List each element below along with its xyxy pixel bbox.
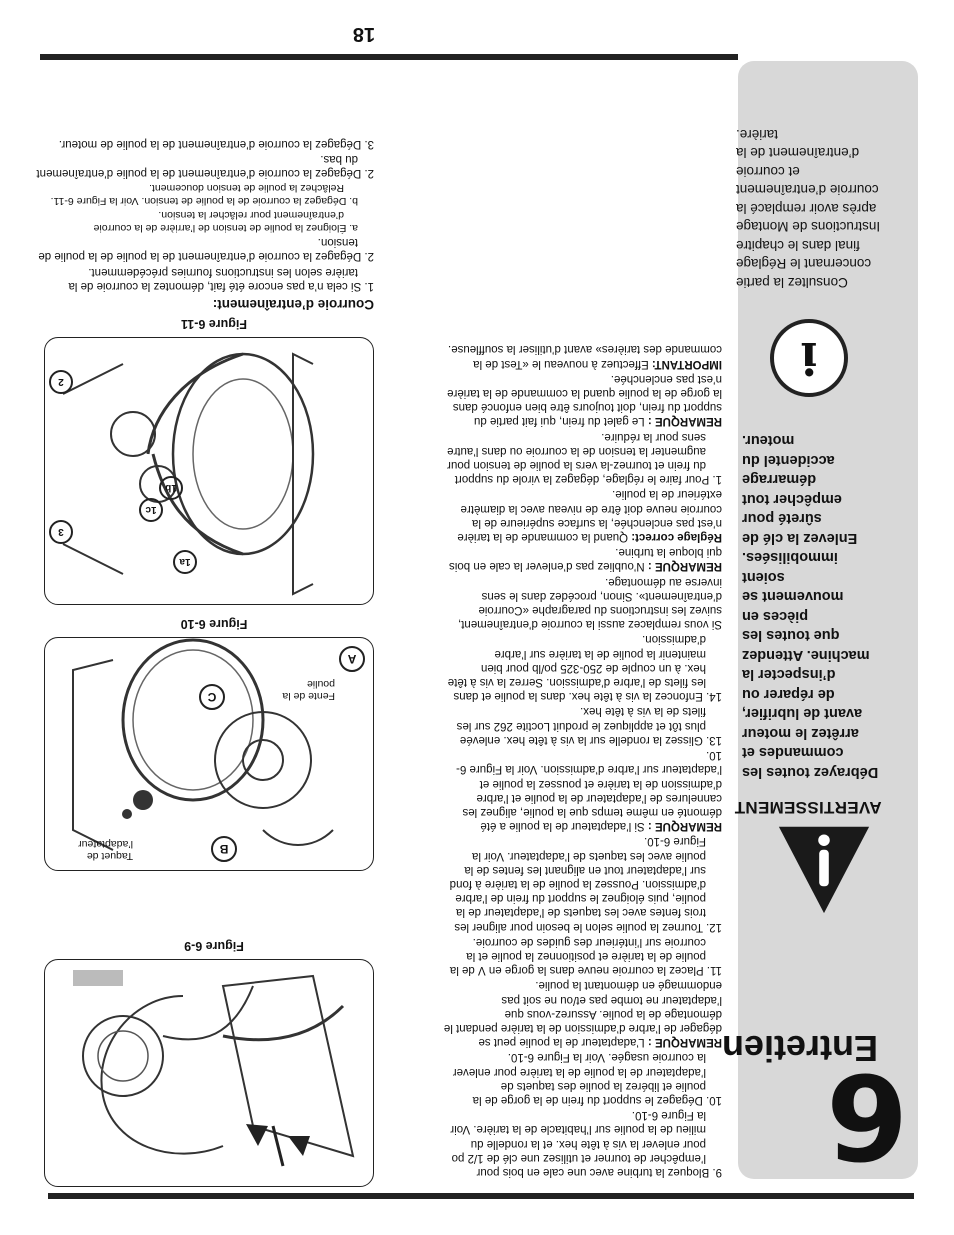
belt-step-2b: b. Dégagez la courroie de la poulie de tension. Voir la Figure 6-11. Relâchez la poulie de tension doucement. — [50, 181, 358, 207]
info-symbol: i — [800, 332, 818, 384]
belt-step-4: 3. Dégagez la courroie d’entraînement de la poulie de moteur. — [58, 137, 374, 150]
step-13: 13. Glissez la rondelle sur la vis à tête hex. enlevée plus tôt et appliquez le produit Loctite 262 sur les filets de la vis à tête hex. — [456, 705, 722, 746]
bottom-rule — [40, 54, 738, 60]
label-3: 3 — [49, 520, 73, 544]
important-note — [442, 342, 722, 370]
page-number: 18 — [352, 23, 376, 45]
note-text: Le galet du frein, qui fait partie du support du frein, doit toujours être bien enfoncé dans la gorge de la poulie quand la commande de la tarière n’est pas enclenchée. — [447, 372, 722, 428]
drive-belt-note: Si vous remplacez aussi la courroie d’entraînement, suivez les instructions du paragraphe «Courroie d’entraînement». Sinon, procédez dans le sens inverse au démontage. — [458, 575, 722, 631]
chapter-number: 6 — [825, 1047, 908, 1185]
note-label: REMARQUE : — [647, 1036, 722, 1049]
figure-6-10-drawing — [45, 638, 373, 870]
drive-belt-heading: Courroie d’entraînement: — [212, 297, 374, 312]
info-icon — [770, 319, 848, 397]
label-1b: 1b — [159, 476, 183, 500]
top-rule — [48, 1193, 914, 1199]
note-adapter — [442, 978, 722, 1049]
step-11: 11. Placez la courroie neuve dans la gorge en V de la poulie de la tarière et positionnez la poulie et la courroie sur l’intérieur des guides de courroie. — [449, 935, 722, 977]
note-wood-block — [442, 545, 722, 573]
belt-step-3: 2. Dégagez la courroie d’entraînement de la poulie d’entraînement du bas. — [36, 152, 374, 179]
belt-step-1: 1. Si cela n’a pas encore été fait, démontez la courroie de la tarière selon les instructions fournies précédemment. — [68, 265, 374, 292]
figure-6-9 — [44, 959, 374, 1187]
note-text: Si l’adaptateur de la poulie a été démonté en même temps que la poulie, alignez les cannelures de l’adaptateur de la poulie et l’arbre d’admission de la tarière et poussez la poulie et l’adaptateur sur l’arbre d’admission. Voir la Figure 6-10. — [456, 749, 722, 833]
label-1c: 1c — [139, 498, 163, 522]
figure-6-10 — [44, 637, 374, 871]
note-text: L’adaptateur de la poulie peut se dégager de l’arbre d’admission de la tarière pendant le démontage de la poulie. Assurez-vous que l’adaptateur ne tombe pas et/ou ne soit pas endommagé en démontant la poulie. — [443, 979, 722, 1049]
adjustment-label: Réglage correct: — [631, 531, 722, 544]
note-label: REMARQUE : — [647, 560, 722, 573]
note-label: REMARQUE : — [647, 415, 722, 428]
figure-6-11-drawing — [45, 338, 373, 604]
note-text: N’oubliez pas d’enlever la cale en bois qui bloque la turbine. — [449, 546, 722, 573]
label-1a: 1a — [173, 550, 197, 574]
slot-label: Fente de la poulie — [282, 678, 335, 702]
label-a: A — [339, 646, 365, 672]
step-12: 12. Tournez la poulie selon le besoin pour aligner les trois fentes avec les taquets de l’adaptateur de la poulie, puis éloignez le support du frein de l’arbre d’admission. Poussez la poulie de la tarière à fond sur l’adaptateur tout en alignant les fentes de la poulie avec les taquets de l’adaptateur. Voir la Figure 6-10. — [449, 835, 722, 933]
label-2: 2 — [49, 370, 73, 394]
figure-6-11-caption: Figure 6-11 — [181, 317, 247, 331]
step-10: 10. Dégagez le support du frein de la gorge de la poulie et libérez la poulie des taquets de l’adaptateur de la poulie de la tarière pour enlever la courroie usagée. Voir la Figure 6-10. — [452, 1051, 722, 1106]
belt-step-2: 2. Dégagez la courroie d’entraînement de la poulie de la poulie de tension. — [38, 236, 374, 263]
drive-belt-section — [34, 135, 374, 311]
important-label: IMPORTANT: — [651, 357, 722, 370]
label-c: C — [199, 684, 225, 710]
step-9: 9. Bloquez la turbine avec une cale en bois pour l’empêcher de tourner et utilisez une clé de 1/2 po pour enlever la vis à tête hex. et la rondelle du milieu de la poulie sur l’habitacle de la tarière. Voir la Figure 6-10. — [450, 1109, 722, 1178]
adjust-step-1: 1. Pour faire le réglage, dégagez la virole du support du frein et tournez-la vers la poulie de tension pour augmenter la tension de la courroie ou dans l’autre sens pour la réduire. — [447, 430, 722, 486]
warning-triangle-icon — [776, 821, 872, 917]
warning-title: AVERTISSEMENT — [734, 798, 882, 817]
figure-6-11 — [44, 337, 374, 605]
info-text: Consultez la partie concernant le Réglage final dans le chapitre Instructions de Montage après avoir remplacé la courroie d’entraînement et courroie d’entraînement de la tarière. — [736, 127, 881, 290]
adapter-lug-label: Taquet de l’adaptateur — [78, 838, 133, 862]
belt-step-2a: a. Éloignez la poulie de tension de l’arrière de la courroie d’entraînement pour relâcher la tension. — [93, 208, 358, 234]
figure-6-9-drawing — [45, 960, 373, 1186]
instructions-column — [442, 341, 722, 1179]
note-brake — [442, 372, 722, 429]
figure-6-10-caption: Figure 6-10 — [180, 617, 248, 631]
correct-adjustment — [442, 487, 722, 544]
chapter-title: Entretien — [721, 1028, 878, 1069]
figure-6-9-caption: Figure 6-9 — [184, 939, 244, 953]
adjustment-text: Quand la commande de la tarière n’est pas enclenchée, la surface supérieure de la courroie neuve doit être de niveau avec la diamètre extérieur de la poulie. — [457, 488, 722, 544]
important-text: Effectuez à nouveau le «Test de la commande des tarières» avant d’utiliser la souffleuse. — [447, 343, 722, 370]
label-b: B — [211, 836, 237, 862]
step-14: 14. Enfoncez la vis à tête hex. dans la poulie et dans les filets de l’arbre d’admission. Serrez la vis à tête hex. à un couple de 250-325 po/lb pour bien maintenir la poulie de la tarière sur l’arbre d’admission. — [447, 633, 722, 703]
chapter-sidebar — [721, 61, 918, 1185]
warning-text: Débrayez toutes les commandes et arrêtez le moteur avant de lubrifier, de réparer ou d’inspecter la machine. Attendez que toutes les pièces en mouvement se soient immobilisées. Enlevez la clé de sûreté pour empêcher tout démarrage accidentel du moteur. — [742, 432, 879, 780]
note-adapter-2 — [442, 748, 722, 833]
note-label: REMARQUE : — [647, 820, 722, 833]
